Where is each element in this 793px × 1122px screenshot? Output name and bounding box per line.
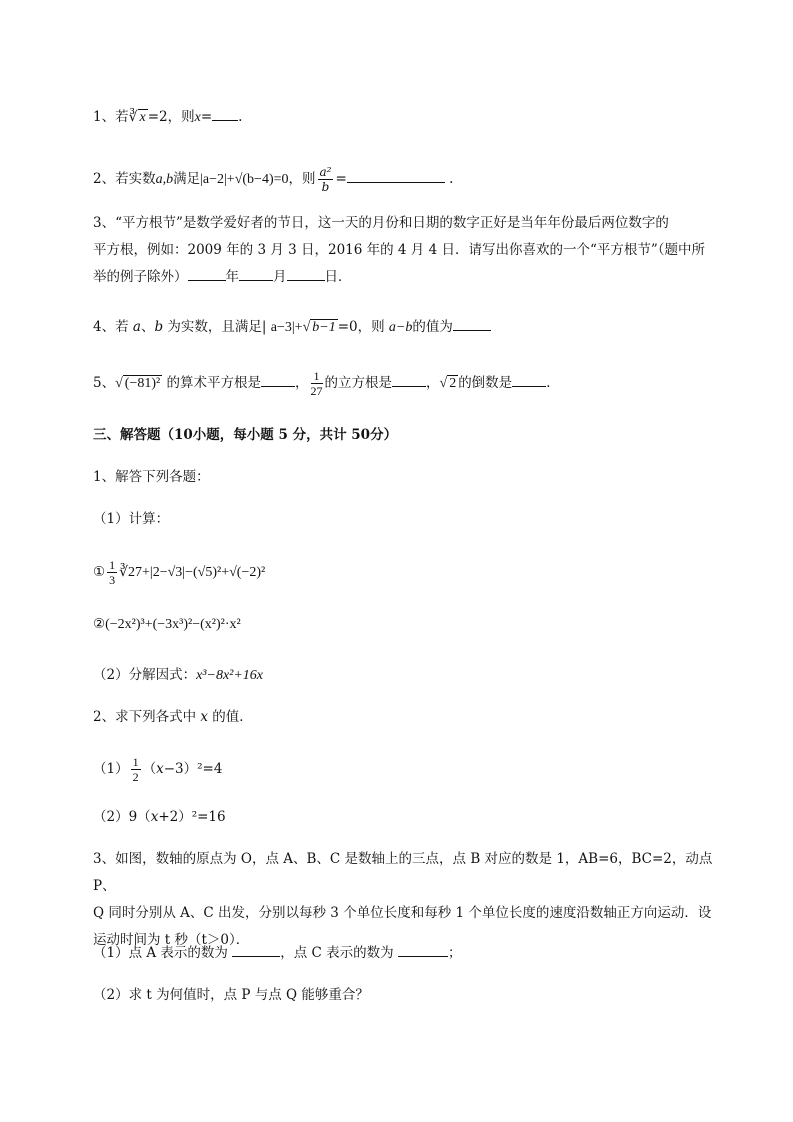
question-4: 4、若 a、b 为实数，且满足| a−3|+√ b−1 =0，则 a−b的值为 — [93, 318, 733, 337]
q2-answer-blank[interactable] — [347, 170, 445, 183]
q4-number: 4、 — [93, 319, 116, 335]
s3-part1-text-b: ，点 C 表示的数为 — [280, 945, 394, 961]
q2-fraction-num: a² — [319, 165, 332, 179]
s1-part1-label: （1）计算： — [93, 511, 170, 527]
q4-expr: a−b — [388, 320, 413, 335]
q3-month-label: 月 — [273, 269, 287, 285]
s1-title: 1、解答下列各题： — [93, 469, 210, 485]
s3-part1 — [93, 944, 733, 962]
s3-part1-blank-2[interactable] — [398, 944, 448, 957]
q5-blank-3[interactable] — [512, 374, 546, 387]
s3-part1-blank-1[interactable] — [232, 944, 280, 957]
s3-paragraph — [93, 846, 733, 954]
s2-part2-rest: +2）²=16 — [158, 809, 226, 825]
q2-end: . — [449, 171, 454, 187]
q3-year-blank[interactable] — [188, 268, 226, 281]
s1-part2-expr: x³−8x²+16x — [196, 668, 264, 683]
q1-equals: = — [200, 109, 213, 125]
question-1 — [93, 108, 733, 127]
q3-line-2: 平方根，例如：2009 年的 3 月 3 日，2016 年的 4 月 4 日．请写出你喜欢的一个“平方根节”（题中所 — [93, 242, 706, 258]
q2-condition: |a−2|+√(b−4)=0 — [200, 172, 289, 187]
q5-text-d: 的倒数是 — [458, 375, 513, 391]
q2-vars: a,b — [155, 172, 174, 187]
q4-var-b: b — [154, 319, 164, 335]
s2-part1 — [93, 752, 733, 786]
q3-line-1 — [93, 210, 733, 237]
q5-blank-2[interactable] — [392, 374, 426, 387]
s1-item-1-expr: ∛27+|2−√3|−(√5)²+√(−2)² — [119, 565, 266, 580]
q5-fraction-num: 1 — [311, 369, 323, 384]
q5-radicand: (−81)² — [124, 376, 161, 391]
s3-part1-text-a: （1）点 A 表示的数为 — [93, 945, 228, 961]
section-heading: 三、解答题（10小题，每小题 5 分，共计 50分） — [93, 427, 398, 443]
s3-part1-end: ； — [447, 945, 462, 961]
q2-fraction-den: b — [321, 180, 330, 194]
s1-item-2-expr: (−2x²)³+(−3x³)²−(x²)²·x² — [105, 617, 241, 632]
s2-part1-open: （ — [142, 761, 157, 777]
s1-item-1 — [93, 555, 733, 589]
q3-day-label: 日． — [324, 269, 352, 285]
q3-text-1: “平方根节”是数学爱好者的节日，这一天的月份和日期的数字正好是当年年份最后两位数字的 — [115, 215, 669, 231]
q5-text-b: 的立方根是 — [324, 375, 392, 391]
q1-text-b: =2，则 — [147, 109, 195, 125]
s2-part1-var: x — [156, 761, 164, 777]
q5-fraction — [311, 369, 323, 398]
q5-sqrt2: 2 — [449, 376, 457, 391]
s2-part2 — [93, 808, 733, 826]
s2-part2-var: x — [150, 809, 159, 825]
s2-part1-fraction-den: 2 — [132, 770, 139, 784]
q4-sep: 、 — [140, 319, 155, 335]
s3-line-1: 3、如图，数轴的原点为 O，点 A、B、C 是数轴上的三点，点 B 对应的数是 1，AB=6，BC=2，动点 P、 — [93, 851, 713, 894]
q3-line-3 — [93, 264, 733, 291]
s1-item-1-fraction — [107, 558, 117, 587]
q1-cube-root: ∛ — [128, 110, 138, 125]
q1-var: x — [139, 110, 146, 125]
q4-text-d: =0，则 — [337, 319, 389, 335]
s3-part2: （2）求 t 为何值时，点 P 与点 Q 能够重合？ — [93, 987, 369, 1003]
q5-end: ． — [546, 375, 560, 391]
q2-equals: = — [335, 171, 347, 187]
s1-item-2-mark: ② — [93, 616, 106, 632]
q4-abs-expr: a−3|+ — [270, 320, 303, 335]
s2-title-a: 2、求下列各式中 — [93, 709, 201, 725]
question-2 — [93, 162, 733, 196]
s2-part2-label: （2）9（ — [93, 809, 151, 825]
q4-text-a: 若 — [115, 319, 133, 335]
s3-line-3: 运动时间为 t 秒（t＞0）． — [93, 932, 250, 948]
s1-item-1-fraction-den: 3 — [109, 573, 116, 587]
q1-number: 1、 — [93, 109, 116, 125]
s2-title-b: 的值． — [208, 709, 253, 725]
s1-item-2 — [93, 615, 733, 634]
s2-part1-fraction — [131, 755, 141, 784]
s1-part2 — [93, 666, 733, 685]
q4-var-a: a — [132, 319, 141, 335]
question-5: 5、√ (−81)² 的算术平方根是 ， $\frac{1}{27}$ 的立方根是 ，√ 2 的倒数是 ． — [93, 369, 560, 398]
q1-var-x: x — [194, 110, 201, 125]
q2-text-b: 满足 — [173, 171, 201, 187]
s2-part1-fraction-num: 1 — [132, 755, 139, 769]
q3-day-blank[interactable] — [287, 268, 325, 281]
q5-fraction-den: 27 — [310, 384, 323, 398]
q3-year-label: 年 — [225, 269, 239, 285]
q4-text-f: 的值为 — [412, 319, 453, 335]
s2-title — [93, 708, 733, 726]
q5-number: 5、 — [93, 375, 116, 391]
q3-number: 3、 — [93, 215, 116, 231]
q2-number: 2、 — [93, 171, 116, 187]
q1-end: . — [238, 109, 243, 125]
q5-blank-1[interactable] — [261, 374, 295, 387]
s2-title-var: x — [200, 709, 209, 725]
q3-text-3a: 举的例子除外） — [93, 269, 188, 285]
s2-part1-label: （1） — [93, 761, 129, 777]
q5-text-a: 的算术平方根是 — [166, 375, 261, 391]
question-3 — [93, 210, 733, 291]
s1-item-1-mark: ① — [93, 564, 106, 580]
s1-item-1-fraction-num: 1 — [109, 558, 116, 572]
q1-answer-blank[interactable] — [212, 108, 238, 121]
s1-part2-label: （2）分解因式： — [93, 667, 197, 683]
q2-text-c: ，则 — [288, 171, 316, 187]
q1-text-a: 若 — [115, 109, 129, 125]
q3-month-blank[interactable] — [239, 268, 273, 281]
s3-line-2: Q 同时分别从 A、C 出发，分别以每秒 3 个单位长度和每秒 1 个单位长度的速度沿数轴正方向运动．设 — [93, 905, 712, 921]
q4-text-b: 为实数，且满足| — [163, 319, 271, 335]
q4-radicand: b−1 — [312, 320, 336, 335]
q4-answer-blank[interactable] — [453, 318, 491, 331]
q2-fraction — [318, 165, 334, 194]
s2-part1-rest: −3）²=4 — [163, 761, 223, 777]
q2-text-a: 若实数 — [115, 171, 156, 187]
